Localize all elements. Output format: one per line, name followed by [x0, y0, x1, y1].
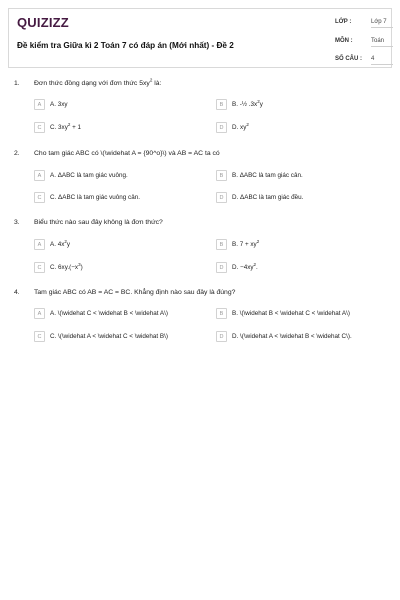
question-1-option-d[interactable]: D D. $xy^2$ — [216, 122, 249, 133]
meta-label-count: SỐ CÂU : — [335, 56, 362, 62]
option-letter: D — [216, 192, 227, 203]
question-1-number: 1. — [14, 80, 20, 87]
question-4-option-d[interactable]: D D. \(\widehat A < \widehat B < \widehat C\). — [216, 331, 352, 342]
worksheet-header — [8, 8, 392, 68]
question-4-option-b[interactable]: B B. \(\widehat B < \widehat C < \widehat A\) — [216, 308, 350, 319]
option-letter: C — [34, 122, 45, 133]
question-3-option-d[interactable]: D D. $-4xy^2$. — [216, 262, 258, 273]
option-letter: B — [216, 308, 227, 319]
page-title: Đề kiểm tra Giữa kì 2 Toán 7 có đáp án (Mới nhất) - Đề 2 — [17, 41, 234, 50]
meta-label-subject: MÔN : — [335, 38, 353, 44]
option-letter: B — [216, 239, 227, 250]
meta-value-subject: Toán — [371, 38, 393, 47]
meta-label-class: LỚP : — [335, 19, 352, 25]
option-letter: A — [34, 170, 45, 181]
option-letter: C — [34, 262, 45, 273]
option-letter: A — [34, 308, 45, 319]
question-4-option-c[interactable]: C C. \(\widehat A < \widehat C < \widehat B\) — [34, 331, 168, 342]
question-1-option-a[interactable]: A A. 3xy — [34, 99, 68, 110]
question-3-number: 3. — [14, 219, 20, 226]
question-4-option-a[interactable]: A A. \(\widehat C < \widehat B < \widehat A\) — [34, 308, 168, 319]
question-2-option-a[interactable]: A A. ΔABC là tam giác vuông. — [34, 170, 128, 181]
question-2-number: 2. — [14, 150, 20, 157]
question-3-option-c[interactable]: C C. $6xy.(-x^3)$ — [34, 262, 83, 273]
option-letter: B — [216, 170, 227, 181]
meta-value-class: Lớp 7 — [371, 19, 393, 28]
question-3-option-b[interactable]: B B. $7 + xy^2$ — [216, 239, 259, 250]
question-2-option-b[interactable]: B B. ΔABC là tam giác cân. — [216, 170, 303, 181]
question-3-option-a[interactable]: A A. $4x^2y$ — [34, 239, 70, 250]
question-3-text: Biểu thức nào sau đây không là đơn thức? — [34, 219, 163, 226]
option-letter: C — [34, 192, 45, 203]
question-2-option-d[interactable]: D D. ΔABC là tam giác đều. — [216, 192, 303, 203]
question-1-option-c[interactable]: C C. $3xy^2 + 1$ — [34, 122, 81, 133]
option-letter: A — [34, 239, 45, 250]
meta-value-count: 4 — [371, 56, 393, 65]
question-1-option-b[interactable]: B B. -½ $.3x^2y$ — [216, 99, 263, 110]
question-4-text: Tam giác ABC có AB = AC = BC. Khẳng định nào sau đây là đúng? — [34, 289, 236, 296]
option-letter: A — [34, 99, 45, 110]
question-4-number: 4. — [14, 289, 20, 296]
question-2-option-c[interactable]: C C. ΔABC là tam giác vuông cân. — [34, 192, 140, 203]
question-2-text: Cho tam giác ABC có \(\widehat A = {90^o}\) và AB = AC ta có — [34, 150, 220, 157]
option-letter: D — [216, 331, 227, 342]
option-letter: D — [216, 122, 227, 133]
option-letter: C — [34, 331, 45, 342]
option-letter: D — [216, 262, 227, 273]
option-letter: B — [216, 99, 227, 110]
question-1-text: Đơn thức đồng dạng với đơn thức $5xy^2$ là: — [34, 77, 162, 87]
quizizz-logo: QUIZIZZ — [17, 15, 69, 30]
